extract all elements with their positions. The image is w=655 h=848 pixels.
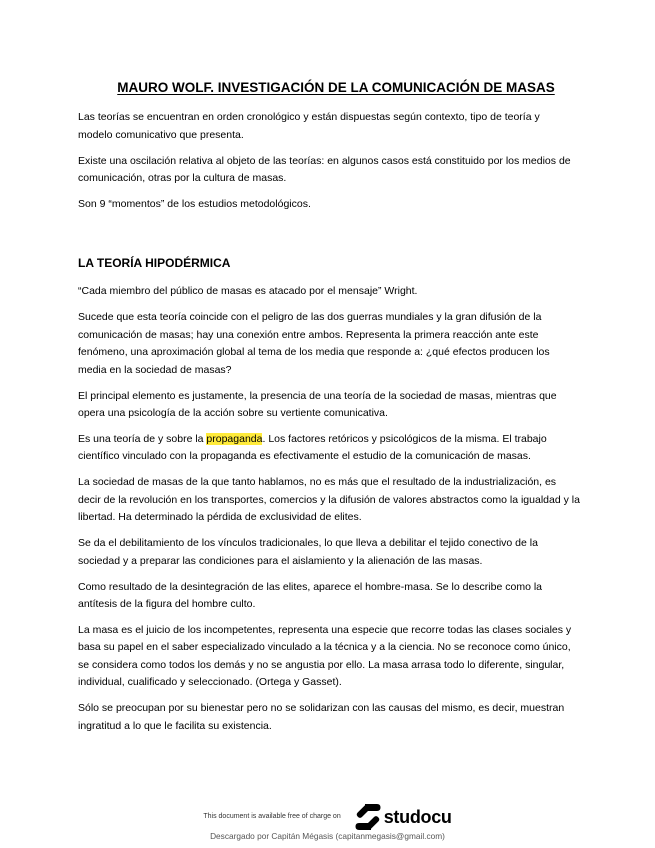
studocu-logo-icon bbox=[355, 803, 381, 831]
paragraph-text-before: Es una teoría de y sobre la bbox=[78, 432, 207, 445]
intro-paragraph: Existe una oscilación relativa al objeto de las teorías: en algunos casos está constituido por los medios de comunicación, otras por la cultura de masas. bbox=[78, 154, 571, 185]
document-title: MAURO WOLF. INVESTIGACIÓN DE LA COMUNICACIÓN DE MASAS bbox=[117, 80, 555, 95]
section-heading: LA TEORÍA HIPODÉRMICA bbox=[78, 256, 231, 270]
section-body bbox=[78, 283, 580, 743]
intro-paragraph: Son 9 “momentos” de los estudios metodológicos. bbox=[78, 198, 311, 211]
highlighted-text: propaganda bbox=[206, 432, 263, 445]
download-credit: Descargado por Capitán Mégasis (capitanmegasis@gmail.com) bbox=[210, 831, 445, 841]
availability-note: This document is available free of charge on bbox=[203, 813, 341, 820]
body-paragraph: Sucede que esta teoría coincide con el peligro de las dos guerras mundiales y la gran difusión de la comunicación de masas; hay una conexión entre ambos. Representa la primera reacción ante este fenómeno, una aproximación global al tema de los media que responde a: ¿qué efectos producen los media en la sociedad de masas? bbox=[78, 311, 550, 376]
body-paragraph: Se da el debilitamiento de los vínculos tradicionales, lo que lleva a debilitar el tejido conectivo de la sociedad y a preparar las condiciones para el aislamiento y la alienación de las masas. bbox=[78, 537, 538, 567]
body-paragraph-propaganda bbox=[78, 431, 580, 466]
intro-section bbox=[78, 109, 575, 222]
studocu-logo bbox=[355, 803, 452, 831]
intro-paragraph: Las teorías se encuentran en orden cronológico y están dispuestas según contexto, tipo de teoría y modelo comunicativo que presenta. bbox=[78, 111, 540, 141]
footer-brand-row bbox=[0, 803, 655, 831]
body-paragraph: El principal elemento es justamente, la presencia de una teoría de la sociedad de masas, mientras que opera una psicología de la acción sobre su vertiente comunicativa. bbox=[78, 389, 557, 419]
body-paragraph: Sólo se preocupan por su bienestar pero no se solidarizan con las causas del mismo, es decir, muestran ingratitud a lo que le facilita su existencia. bbox=[78, 702, 565, 732]
quote-paragraph: “Cada miembro del público de masas es atacado por el mensaje” Wright. bbox=[78, 285, 418, 298]
body-paragraph: La sociedad de masas de la que tanto hablamos, no es más que el resultado de la industrialización, es decir de la revolución en los transportes, comercios y la difusión de valores abstractos como la igualdad y la libertad. Ha determinado la pérdida de exclusividad de elites. bbox=[78, 476, 580, 524]
body-paragraph: La masa es el juicio de los incompetentes, representa una especie que recorre todas las clases sociales y basa su papel en el saber especializado vinculado a la técnica y a la ciencia. No se reconoce como único, se considera como todos los demás y no se angustia por ello. La masa arrasa todo lo diferente, singular, individual, cualificado y seleccionado. (Ortega y Gasset). bbox=[78, 623, 572, 689]
studocu-wordmark: studocu bbox=[383, 807, 452, 827]
body-paragraph: Como resultado de la desintegración de las elites, aparece el hombre-masa. Se lo describe como la antítesis de la figura del hombre culto. bbox=[78, 580, 542, 610]
paragraph-text-after: . Los factores retóricos y psicológicos de la misma. El trabajo científico vinculado con la propaganda es efectivamente el estudio de la comunicación de masas. bbox=[78, 432, 547, 463]
